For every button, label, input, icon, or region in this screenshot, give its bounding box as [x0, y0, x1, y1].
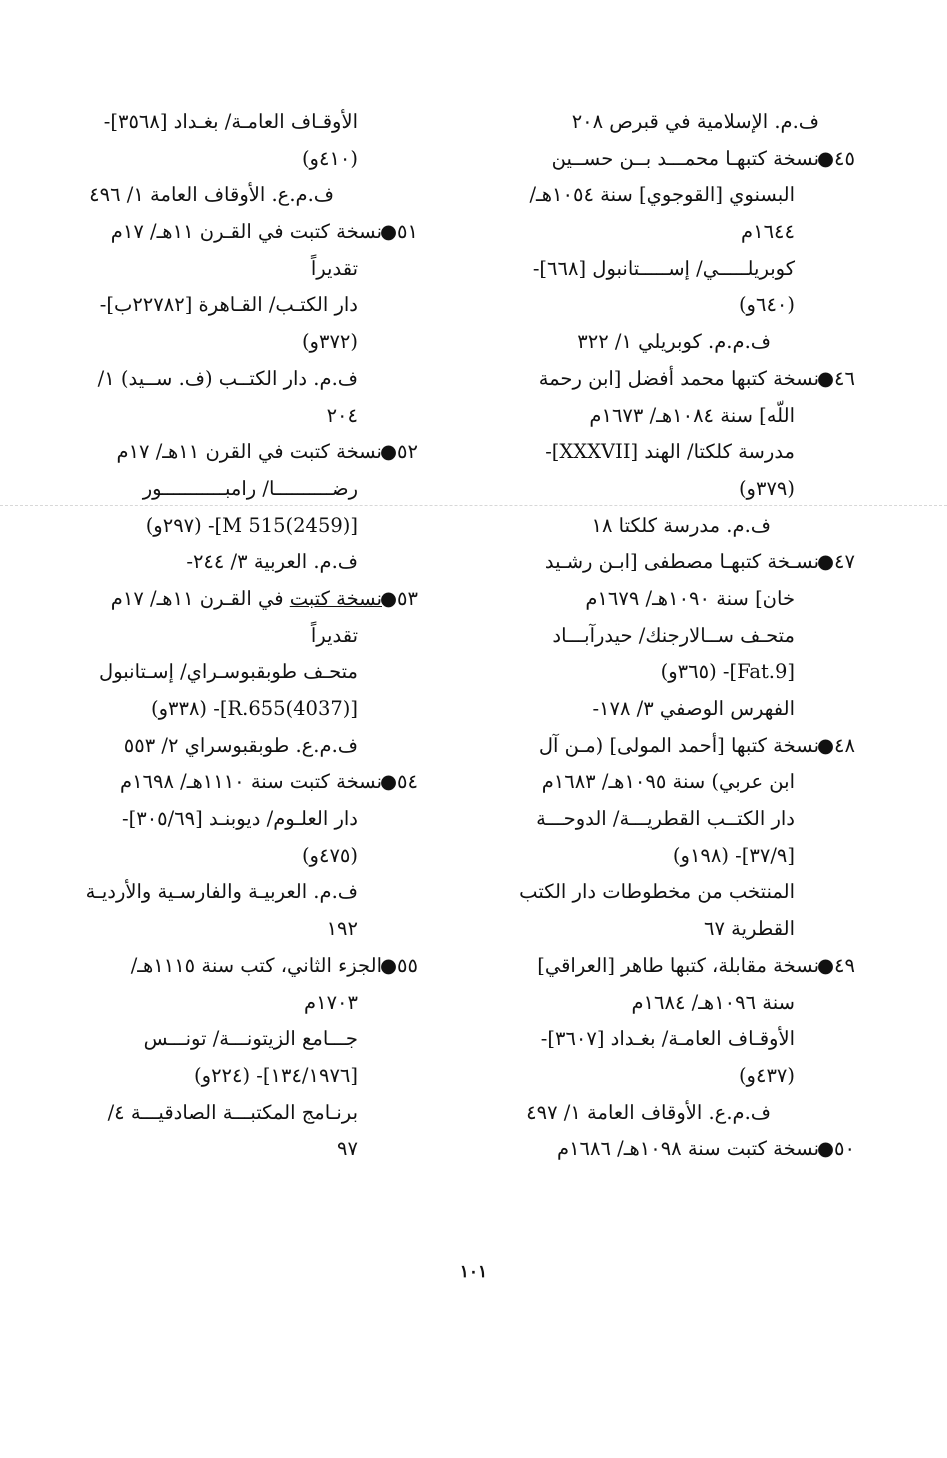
- entry-text-line: ١٩٢: [326, 917, 358, 941]
- entry-text-line: [M 515(2459)]- (٢٩٧و): [145, 513, 358, 537]
- entry-number: ٤٩●: [817, 953, 855, 977]
- entry-number: ٥٢●: [380, 440, 418, 464]
- entry-text-line: [١٣٤/١٩٧٦]- (٢٢٤و): [194, 1063, 358, 1087]
- entry-heading-text: نسخة كتبها محمد أفضل [ابن رحمة: [538, 366, 819, 390]
- entry-text-line: الأوقـاف العامـة/ بغـداد [٣٦٠٧]-: [540, 1027, 795, 1051]
- entry-text-line: ف.م. الإسلامية في قبرص ٢٠٨: [571, 110, 819, 133]
- right-column: [481, 104, 855, 1168]
- entry-text-line: مدرسة كلكتا/ الهند [XXXVII]-: [545, 440, 795, 464]
- entry-heading-text: نسخة كتبت في القرن ١١هـ/ ١٧م: [116, 440, 382, 464]
- entry-heading-text: نسخة مقابلة، كتبها طاهر [العراقي]: [537, 953, 819, 977]
- citation-line: ف.م. مدرسة كلكتا ١٨: [591, 513, 771, 537]
- entry-text-line: (٣٧٢و): [301, 330, 358, 354]
- entry-text-line: ف.م.ع. طوبقبوسراي ٢/ ٥٥٣: [123, 733, 358, 757]
- entry-text-line: ٢٠٤: [326, 403, 358, 427]
- entry-heading-text: نسخة كتبها [أحمد المولى] (مـن آل: [538, 733, 819, 757]
- entry-text-line: ٩٧: [337, 1137, 358, 1161]
- entry-text-line: ابن عربي) سنة ١٠٩٥هـ/ ١٦٨٣م: [541, 770, 795, 794]
- entry-number: ٥٣●: [380, 586, 418, 610]
- entry-number: ٥٤●: [380, 770, 418, 794]
- page-number: ١٠١: [459, 1262, 488, 1282]
- entry-number: ٤٥●: [817, 146, 855, 170]
- entry-heading-text: نسـخة كتبهـا مصطفى [ابـن رشـيد: [544, 550, 819, 574]
- entry-text-line: ١٦٤٤م: [741, 220, 795, 244]
- entry-heading-text: نسخة كتبت سنة ١١١٠هـ/ ١٦٩٨م: [120, 770, 382, 794]
- entry-number: ٤٦●: [817, 366, 855, 390]
- entry-text-line: ١٧٠٣م: [304, 990, 358, 1014]
- entry-heading-line: [481, 948, 855, 985]
- entry-text-line: متحـف طوبقبوسـراي/ إسـتانبول: [99, 660, 358, 684]
- entry-text-line: خان] سنة ١٠٩٠هـ/ ١٦٧٩م: [585, 586, 795, 610]
- left-column: [85, 104, 418, 1168]
- entry-text-line: (٦٤٠و): [738, 293, 795, 317]
- entry-text-line: برنـامج المكتبـــة الصادقيـــة ٤/: [107, 1100, 358, 1124]
- entry-text-line: اللّه] سنة ١٠٨٤هـ/ ١٦٧٣م: [589, 403, 795, 427]
- entry-text-line: [R.655(4037)]- (٣٣٨و): [150, 697, 358, 720]
- entry-heading-text: الجزء الثاني، كتب سنة ١١١٥هـ/: [130, 953, 382, 977]
- entry-heading-line: [481, 361, 855, 398]
- entry-heading-line: [481, 728, 855, 765]
- entry-number: ٥٥●: [380, 953, 418, 977]
- entry-text-line: ف.م. دار الكتــب (ف. ســيد) ١/: [97, 366, 358, 390]
- entry-text-line: دار الكتــب القطريـــة/ الدوحـــة: [536, 807, 795, 831]
- entry-text-line: كوبريلـــــي/ إســـــتانبول [٦٦٨]-: [532, 256, 795, 280]
- entry-heading-text: نسخة كتبت في القـرن ١١هـ/ ١٧م: [110, 586, 382, 610]
- entry-number: ٥٠●: [817, 1137, 855, 1161]
- entry-text-line: القطرية ٦٧: [703, 917, 795, 941]
- entry-heading-line: [481, 1131, 855, 1168]
- citation-line: ف.م.م. كوبريلي ١/ ٣٢٢: [577, 330, 771, 354]
- entry-text-line: (٤١٠و): [301, 146, 358, 170]
- entry-heading-text: نسخة كتبت سنة ١٠٩٨هـ/ ١٦٨٦م: [557, 1137, 819, 1161]
- entry-text-line: البسنوي [القوجوي] سنة ١٠٥٤هـ/: [529, 183, 795, 207]
- entry-text-line: دار العلـوم/ ديوبنـد [٣٠٥/٦٩]-: [122, 807, 358, 831]
- entry-text-line: ف.م. العربية ٣/ ٢٤٤-: [186, 550, 358, 574]
- entry-text-line: سنة ١٠٩٦هـ/ ١٦٨٤م: [631, 990, 795, 1014]
- entry-text-line: تقديراً: [310, 623, 358, 647]
- entry-text-line: ف.م. العربيـة والفارسـية والأرديـة: [85, 880, 358, 904]
- entry-text-line: الأوقـاف العامـة/ بغـداد [٣٥٦٨]-: [103, 110, 358, 133]
- entry-text-line: متحـف ســالارجنك/ حيدرآبـــاد: [552, 623, 795, 647]
- entry-heading-text: نسخة كتبت في القـرن ١١هـ/ ١٧م: [110, 220, 382, 244]
- entry-text-line: جـــامع الزيتونـــة/ تونـــس: [143, 1027, 358, 1051]
- entry-number: ٤٨●: [817, 733, 855, 757]
- entry-heading-line: [98, 214, 418, 251]
- entry-text-line: دار الكتـب/ القـاهرة [٢٢٧٨٢ب]-: [99, 293, 358, 317]
- citation-line: ف.م.ع. الأوقاف العامة ١/ ٤٩٧: [526, 1100, 771, 1124]
- entry-text-line: تقديراً: [310, 256, 358, 280]
- entry-heading-line: [98, 764, 418, 801]
- entry-number: ٥١●: [380, 220, 418, 244]
- entry-heading-line: [98, 948, 418, 985]
- entry-heading-text: نسخة كتبهـا محمـــد بــن حســين: [551, 146, 819, 170]
- entry-text-line: (٤٧٥و): [301, 843, 358, 867]
- citation-line: ف.م.ع. الأوقاف العامة ١/ ٤٩٦: [89, 183, 334, 207]
- entry-text-line: [٣٧/٩]- (١٩٨و): [672, 843, 795, 867]
- entry-heading-line: [481, 141, 855, 178]
- entry-number: ٤٧●: [817, 550, 855, 574]
- entry-text-line: رضــــــــــا/ رامبـــــــــــور: [142, 476, 358, 500]
- entry-heading-line: [98, 434, 418, 471]
- entry-text-line: المنتخب من مخطوطات دار الكتب: [519, 880, 795, 904]
- entry-heading-line: [98, 581, 418, 618]
- entry-text-line: (٤٣٧و): [738, 1063, 795, 1087]
- entry-text-line: الفهرس الوصفي ٣/ ١٧٨-: [592, 697, 795, 720]
- entry-text-line: [Fat.9]- (٣٦٥و): [660, 660, 795, 684]
- entry-text-line: (٣٧٩و): [738, 476, 795, 500]
- entry-heading-line: [481, 544, 855, 581]
